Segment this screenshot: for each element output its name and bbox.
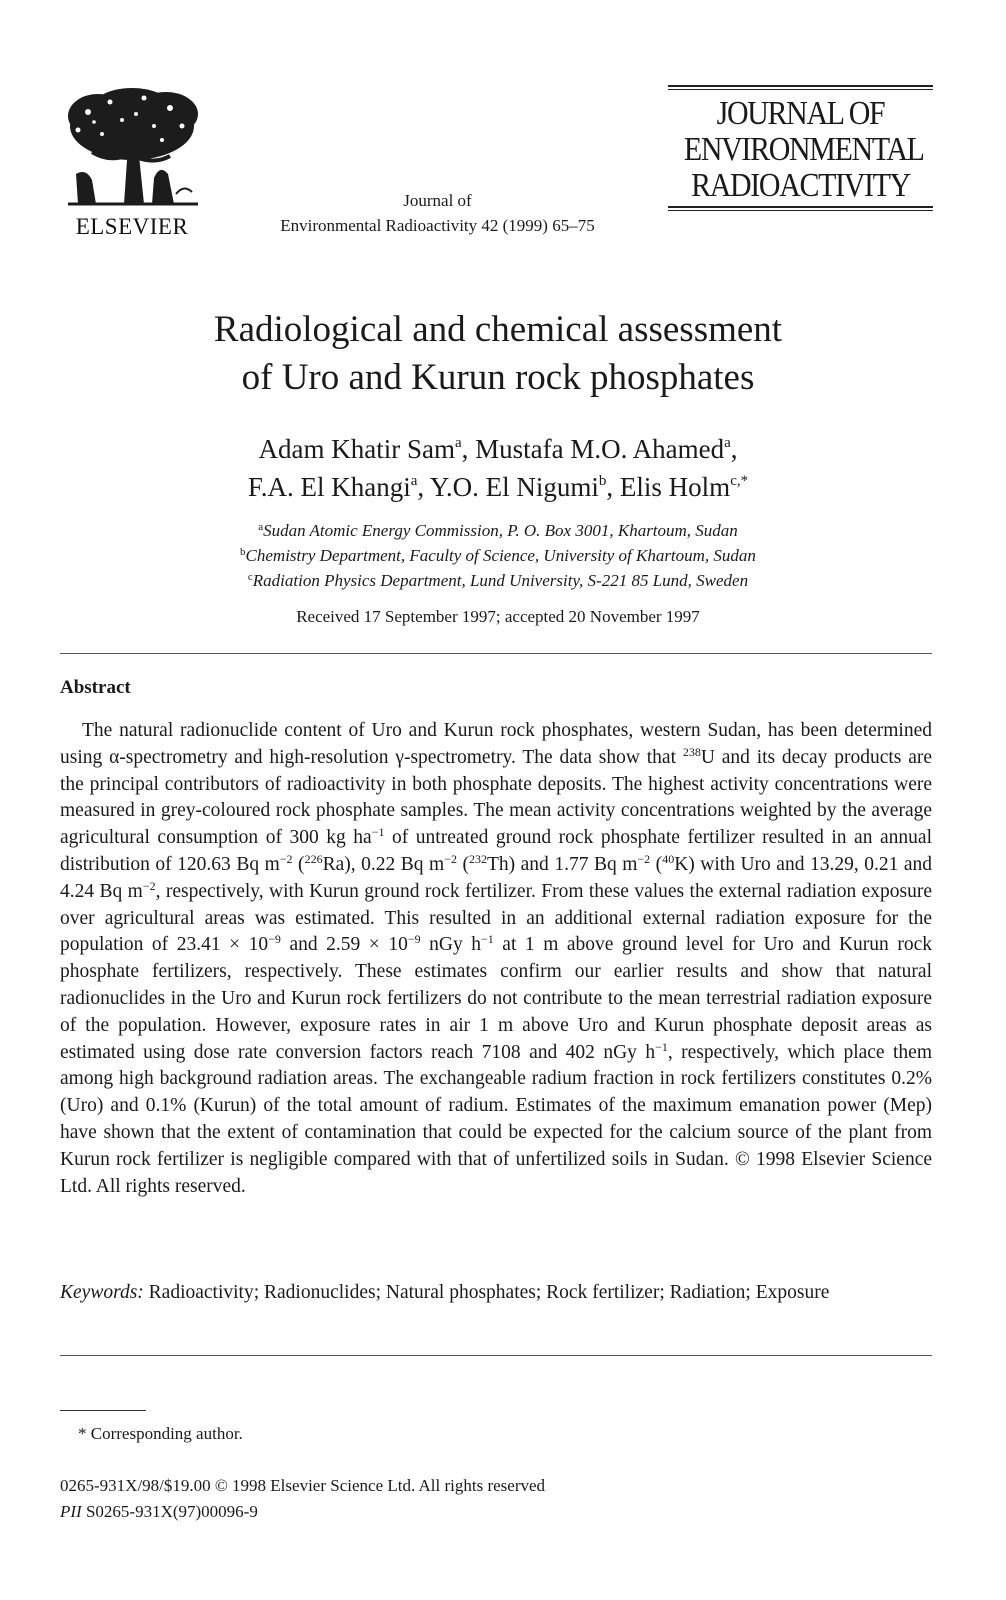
pii-label: PII: [60, 1502, 82, 1521]
author-list: [60, 430, 936, 506]
abstract-text: at 1 m above ground level for Uro and Kurun rock phosphate fertilizers, respectively. These estimates confirm our earlier results and show that natural radionuclides in the Uro and Kurun rock fertilizers do not contribute to the mean terrestrial radiation exposure of the population. However, exposure rates in air 1 m above Uro and Kurun phosphate deposit areas as estimated using dose rate conversion factors reach 7108 and 402 nGy h: [60, 934, 932, 1063]
keywords: [60, 1280, 932, 1307]
keywords-label: Keywords:: [60, 1282, 144, 1303]
divider-top: [60, 653, 932, 654]
abstract-body: [60, 718, 932, 1200]
abstract-superscript: −2: [637, 851, 651, 866]
received-dates: Received 17 September 1997; accepted 20 November 1997: [296, 607, 700, 626]
abstract-superscript: −1: [371, 825, 385, 840]
affiliation-text: Chemistry Department, Faculty of Science, University of Khartoum, Sudan: [245, 546, 756, 565]
abstract-text: and 2.59 × 10: [280, 934, 408, 956]
masthead-line1: JOURNAL OF: [716, 95, 885, 132]
author-name: Adam Khatir Sam: [258, 434, 455, 464]
author-affil-mark: b: [598, 473, 607, 489]
affiliation-mark: c: [247, 571, 253, 583]
author-separator: ,: [417, 472, 430, 502]
abstract-text: Ra), 0.22 Bq m: [322, 853, 445, 875]
abstract-superscript: −9: [268, 932, 281, 947]
issn-line: 0265-931X/98/$19.00 © 1998 Elsevier Science Ltd. All rights reserved: [60, 1476, 546, 1495]
affiliation-mark: a: [258, 521, 264, 533]
author-separator: ,: [461, 434, 476, 464]
affiliation-text: Radiation Physics Department, Lund University, S-221 85 Lund, Sweden: [252, 571, 749, 590]
abstract-text: K) with Uro and 13.29, 0.21 and 4.24 Bq m: [60, 853, 933, 902]
author-name: Mustafa M.O. Ahamed: [475, 434, 725, 464]
affiliation-mark: b: [240, 546, 246, 558]
abstract-superscript: −9: [407, 932, 421, 947]
pii-line: [60, 1499, 545, 1525]
abstract-superscript: 238: [682, 744, 701, 759]
author-line1: [60, 430, 936, 468]
journal-masthead: [668, 85, 933, 211]
abstract-superscript: −1: [481, 932, 494, 947]
abstract-text: (: [292, 853, 305, 875]
abstract-text: U and its decay products are the principal contributors of radioactivity in both phosphate deposits. The highest activity concentrations were measured in grey-coloured rock phosphate samples. The mean activity concentrations weighted by the average agricultural consumption of 300 kg ha: [60, 746, 932, 849]
abstract-heading: Abstract: [60, 677, 131, 698]
author-name: F.A. El Khangi: [247, 472, 411, 502]
abstract-text: of untreated ground rock phosphate fertilizer resulted in an annual distribution of 120.63 Bq m: [60, 827, 932, 875]
title-line2: of Uro and Kurun rock phosphates: [241, 357, 755, 398]
footnote-rule: [60, 1410, 146, 1411]
publisher-name: ELSEVIER: [75, 214, 189, 239]
journal-ref-line1: Journal of: [403, 191, 472, 210]
copyright-block: [60, 1473, 545, 1525]
author-name: Elis Holm: [619, 472, 731, 502]
abstract-text: , respectively, which place them among high background radiation areas. The exchangeable radium fraction in rock fertilizers constitutes 0.2% (Uro) and 0.1% (Kurun) of the total amount of radium. Estimates of the maximum emanation power (Mep) have shown that the extent of contamination that could be expected for the calcium source of the plant from Kurun rock fertilizer is negligible compared with that of unfertilized soils in Sudan. © 1998 Elsevier Science Ltd. All rights reserved.: [60, 1041, 932, 1197]
masthead-top-rule: [668, 85, 933, 90]
abstract-superscript: 40: [662, 851, 675, 866]
abstract-text: nGy h: [420, 934, 481, 956]
affiliation: [60, 543, 936, 568]
abstract-superscript: −1: [655, 1039, 668, 1054]
author-separator: ,: [606, 472, 620, 502]
author-affil-mark: a: [724, 435, 731, 451]
journal-ref-line2: Environmental Radioactivity 42 (1999) 65–75: [280, 216, 595, 235]
author-name: Y.O. El Nigumi: [429, 472, 599, 502]
author-affil-mark: c,*: [730, 473, 749, 489]
affiliation: [60, 518, 936, 543]
abstract-text: (: [456, 853, 469, 875]
abstract-superscript: −2: [142, 878, 156, 893]
abstract-text: The natural radionuclide content of Uro and Kurun rock phosphates, western Sudan, has been determined using α-spectrometry and high-resolution γ-spectrometry. The data show that: [60, 720, 932, 768]
article-title: [60, 306, 936, 402]
title-line1: Radiological and chemical assessment: [213, 309, 783, 350]
pii-value: S0265-931X(97)00096-9: [81, 1502, 258, 1521]
affiliation: [60, 568, 936, 593]
author-separator: ,: [730, 434, 738, 464]
abstract-superscript: 232: [468, 851, 487, 866]
masthead-line3: RADIOACTIVITY: [691, 167, 910, 204]
keywords-text: Radioactivity; Radionuclides; Natural phosphates; Rock fertilizer; Radiation; Exposure: [143, 1282, 830, 1303]
abstract-superscript: −2: [279, 851, 293, 866]
affiliation-list: [60, 518, 936, 593]
abstract-text: , respectively, with Kurun ground rock fertilizer. From these values the external radiation exposure over agricultural areas was estimated. This resulted in an additional external radiation exposure for the population of 23.41 × 10: [60, 880, 932, 956]
publisher-logo: [58, 86, 206, 239]
elsevier-tree-icon: [58, 86, 206, 214]
abstract-superscript: 226: [304, 851, 323, 866]
divider-bottom: [60, 1355, 932, 1356]
masthead-line2: ENVIRONMENTAL: [683, 131, 924, 168]
masthead-bottom-rule: [668, 206, 933, 211]
author-affil-mark: a: [410, 473, 418, 489]
affiliation-text: Sudan Atomic Energy Commission, P. O. Box 3001, Khartoum, Sudan: [263, 521, 738, 540]
author-line2: [60, 468, 936, 506]
abstract-text: (: [650, 853, 663, 875]
author-affil-mark: a: [454, 435, 462, 451]
journal-reference: [240, 188, 635, 238]
abstract-superscript: −2: [444, 851, 457, 866]
abstract-text: Th) and 1.77 Bq m: [486, 853, 638, 875]
corresponding-author-footnote: * Corresponding author.: [78, 1424, 243, 1443]
